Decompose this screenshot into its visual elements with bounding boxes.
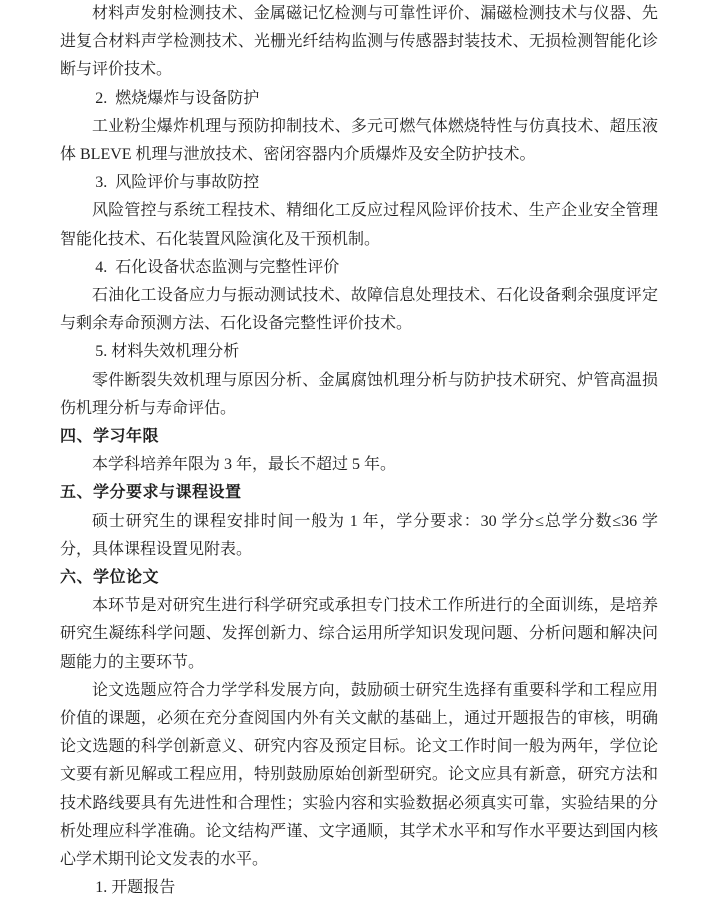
para-thesis-overview: 本环节是对研究生进行科学研究或承担专门技术工作所进行的全面训练，是培养研究生凝练科学问题、发挥创新力、综合运用所学知识发现问题、分析问题和解决问题能力的主要环节。 — [60, 597, 658, 671]
para-credit-requirements: 硕士研究生的课程安排时间一般为 1 年，学分要求：30 学分≤总学分数≤36 学分，具体课程设置见附表。 — [60, 512, 658, 558]
para-nondestructive-testing: 材料声发射检测技术、金属磁记忆检测与可靠性评价、漏磁检测技术与仪器、先进复合材料声学检测技术、光栅光纤结构监测与传感器封装技术、无损检测智能化诊断与评价技术。 — [60, 5, 658, 79]
subheading-3-risk-assessment: 3. 风险评价与事故防控 — [95, 174, 260, 192]
subheading-4-condition-monitoring: 4. 石化设备状态监测与完整性评价 — [95, 258, 340, 276]
para-study-period: 本学科培养年限为 3 年，最长不超过 5 年。 — [92, 456, 397, 474]
subheading-1-proposal-report: 1. 开题报告 — [95, 879, 176, 897]
subheading-5-material-failure: 5. 材料失效机理分析 — [95, 343, 240, 361]
section-heading-4-study-period: 四、学习年限 — [60, 428, 160, 446]
subheading-2-combustion-explosion: 2. 燃烧爆炸与设备防护 — [95, 89, 260, 107]
section-heading-5-credit-requirements: 五、学分要求与课程设置 — [60, 484, 242, 502]
para-material-failure: 零件断裂失效机理与原因分析、金属腐蚀机理分析与防护技术研究、炉管高温损伤机理分析与寿命评估。 — [60, 371, 658, 417]
para-risk-assessment: 风险管控与系统工程技术、精细化工反应过程风险评价技术、生产企业安全管理智能化技术、石化装置风险演化及干预机制。 — [60, 202, 658, 248]
para-combustion-explosion: 工业粉尘爆炸机理与预防抑制技术、多元可燃气体燃烧特性与仿真技术、超压液体 BLEVE 机理与泄放技术、密闭容器内介质爆炸及安全防护技术。 — [60, 117, 658, 164]
section-heading-6-degree-thesis: 六、学位论文 — [60, 569, 160, 587]
para-condition-monitoring: 石油化工设备应力与振动测试技术、故障信息处理技术、石化设备剩余强度评定与剩余寿命预测方法、石化设备完整性评价技术。 — [60, 287, 658, 333]
para-thesis-requirements: 论文选题应符合力学学科发展方向，鼓励硕士研究生选择有重要科学和工程应用价值的课题，必须在充分查阅国内外有关文献的基础上，通过开题报告的审核，明确论文选题的科学创新意义、研究内容及预定目标。论文工作时间一般为两年，学位论文要有新见解或工程应用，特别鼓励原始创新型研究。论文应具有新意，研究方法和技术路线要具有先进性和合理性；实验内容和实验数据必须真实可靠，实验结果的分析处理应科学准确。论文结构严谨、文字通顺，其学术水平和写作水平要达到国内核心学术期刊论文发表的水平。 — [60, 681, 658, 869]
